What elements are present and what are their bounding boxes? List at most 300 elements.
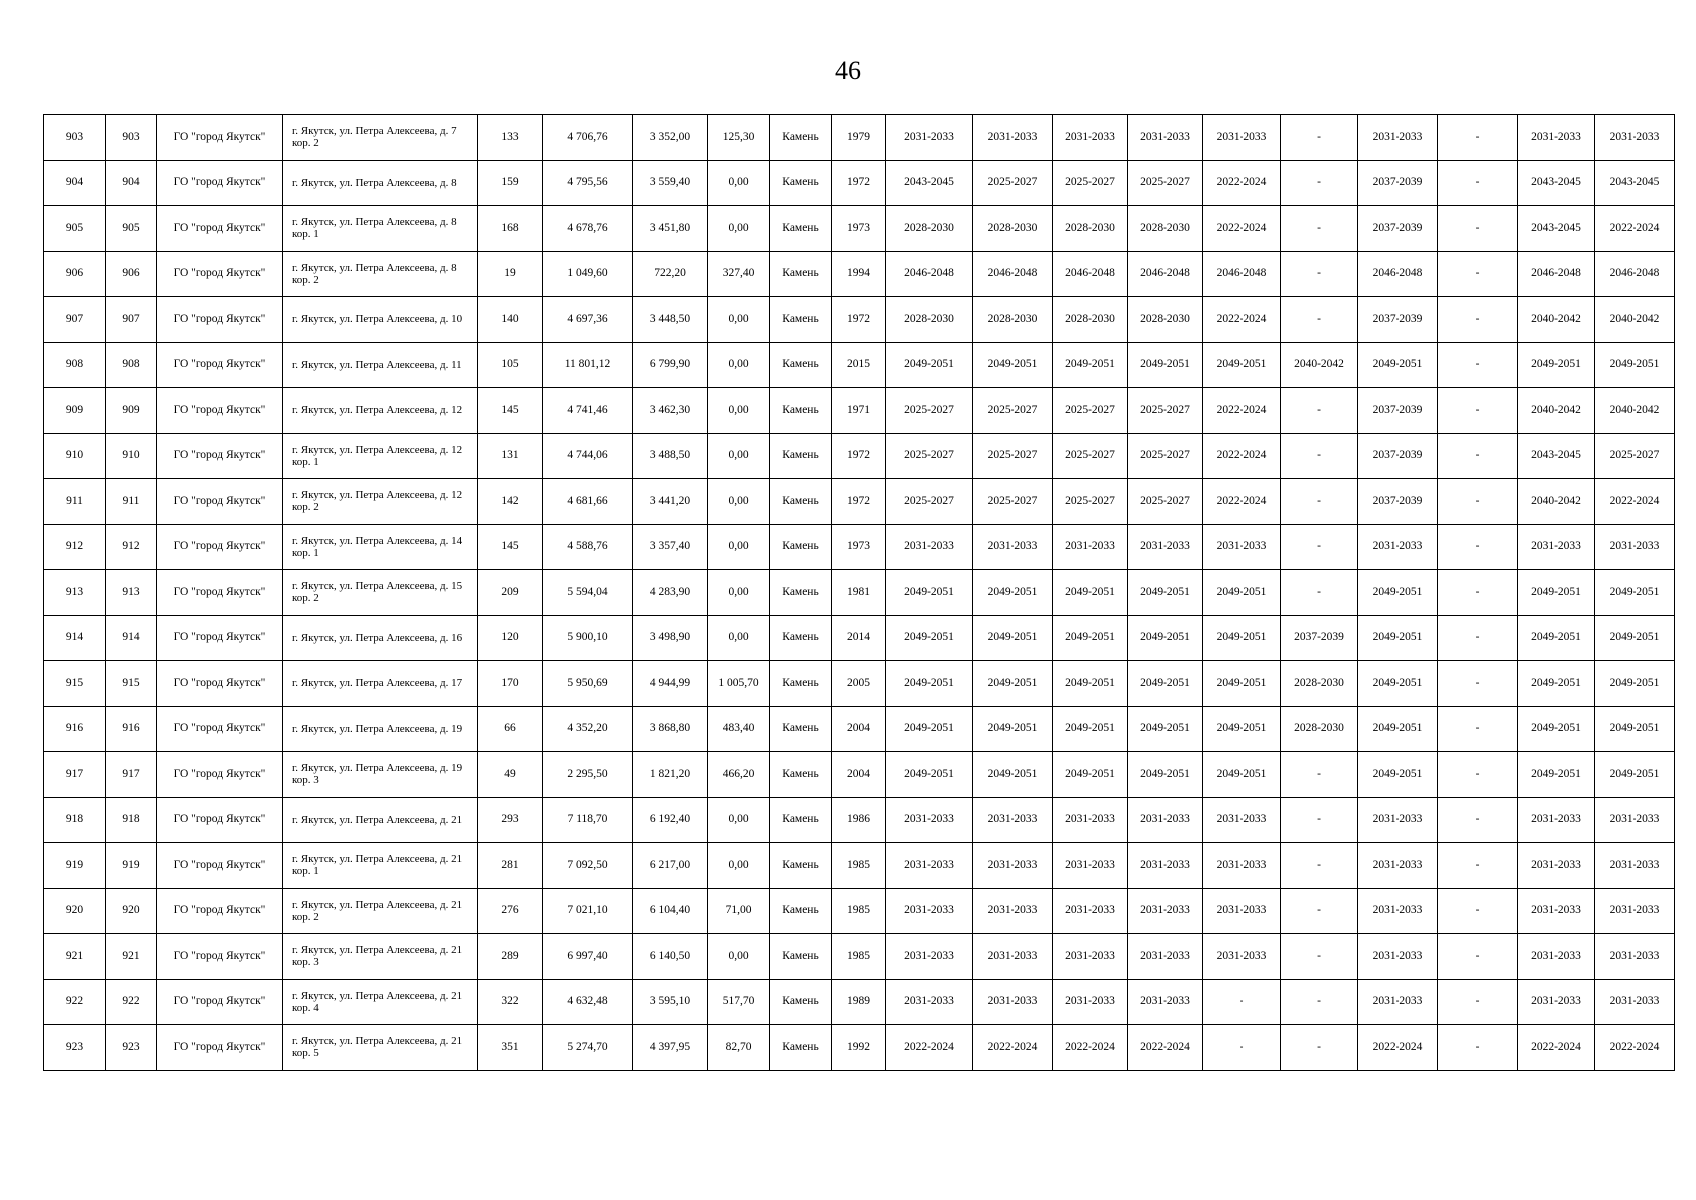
municipality-cell: ГО "город Якутск" [157, 752, 283, 798]
non-residential-area-cell: 0,00 [708, 797, 770, 843]
living-area-cell: 3 498,90 [633, 615, 708, 661]
period-water-supply-cell: 2049-2051 [1358, 342, 1438, 388]
table-row [44, 979, 1675, 1025]
row-number-cell: 918 [44, 797, 106, 843]
municipality-cell: ГО "город Якутск" [157, 297, 283, 343]
row-number-cell: 917 [44, 752, 106, 798]
wall-material-cell: Камень [770, 706, 832, 752]
year-built-cell: 2015 [832, 342, 886, 388]
wall-material-cell: Камень [770, 388, 832, 434]
wall-material-cell: Камень [770, 206, 832, 252]
municipality-cell: ГО "город Якутск" [157, 342, 283, 388]
period-elevator-cell: - [1281, 570, 1358, 616]
period-water-supply-cell: 2031-2033 [1358, 115, 1438, 161]
row-number-cell: 912 [44, 524, 106, 570]
period-gas-cell: - [1438, 433, 1518, 479]
period-elevator-cell: - [1281, 752, 1358, 798]
period-roof-cell: 2049-2051 [886, 570, 973, 616]
year-built-cell: 1986 [832, 797, 886, 843]
year-built-cell: 1992 [832, 1025, 886, 1071]
period-heating-cell: 2031-2033 [1128, 115, 1203, 161]
period-heating-cell: 2031-2033 [1128, 934, 1203, 980]
residents-count-cell: 170 [478, 661, 543, 707]
non-residential-area-cell: 0,00 [708, 160, 770, 206]
table-row [44, 934, 1675, 980]
period-elevator-cell: - [1281, 1025, 1358, 1071]
residents-count-cell: 133 [478, 115, 543, 161]
period-hot-water-cell: 2022-2024 [1595, 1025, 1675, 1071]
table-row [44, 1025, 1675, 1071]
period-gas-cell: - [1438, 843, 1518, 889]
address-cell: г. Якутск, ул. Петра Алексеева, д. 11 [283, 342, 478, 388]
period-roof-cell: 2031-2033 [886, 524, 973, 570]
wall-material-cell: Камень [770, 797, 832, 843]
period-elevator-cell: - [1281, 297, 1358, 343]
living-area-cell: 3 462,30 [633, 388, 708, 434]
period-hot-water-cell: 2049-2051 [1595, 661, 1675, 707]
municipality-cell: ГО "город Якутск" [157, 797, 283, 843]
period-water-supply-cell: 2031-2033 [1358, 797, 1438, 843]
period-hot-water-cell: 2031-2033 [1595, 888, 1675, 934]
period-foundation-cell: 2028-2030 [1053, 297, 1128, 343]
residents-count-cell: 168 [478, 206, 543, 252]
period-sewerage-cell: 2049-2051 [1518, 570, 1595, 616]
row-number-cell: 920 [44, 888, 106, 934]
living-area-cell: 722,20 [633, 251, 708, 297]
total-area-cell: 4 588,76 [543, 524, 633, 570]
period-gas-cell: - [1438, 570, 1518, 616]
period-roof-cell: 2049-2051 [886, 752, 973, 798]
wall-material-cell: Камень [770, 934, 832, 980]
year-built-cell: 1971 [832, 388, 886, 434]
period-sewerage-cell: 2043-2045 [1518, 160, 1595, 206]
wall-material-cell: Камень [770, 479, 832, 525]
address-cell: г. Якутск, ул. Петра Алексеева, д. 12 [283, 388, 478, 434]
period-roof-cell: 2049-2051 [886, 342, 973, 388]
residents-count-cell: 19 [478, 251, 543, 297]
wall-material-cell: Камень [770, 251, 832, 297]
period-roof-cell: 2049-2051 [886, 661, 973, 707]
residents-count-cell: 322 [478, 979, 543, 1025]
period-sewerage-cell: 2031-2033 [1518, 115, 1595, 161]
period-hot-water-cell: 2031-2033 [1595, 524, 1675, 570]
period-heating-cell: 2022-2024 [1128, 1025, 1203, 1071]
table-row [44, 115, 1675, 161]
period-foundation-cell: 2031-2033 [1053, 797, 1128, 843]
wall-material-cell: Камень [770, 843, 832, 889]
total-area-cell: 5 594,04 [543, 570, 633, 616]
wall-material-cell: Камень [770, 979, 832, 1025]
period-gas-cell: - [1438, 297, 1518, 343]
address-cell: г. Якутск, ул. Петра Алексеева, д. 21 кор. 5 [283, 1025, 478, 1071]
total-area-cell: 5 950,69 [543, 661, 633, 707]
period-electricity-cell: - [1203, 979, 1281, 1025]
address-cell: г. Якутск, ул. Петра Алексеева, д. 19 [283, 706, 478, 752]
period-gas-cell: - [1438, 706, 1518, 752]
registry-number-cell: 903 [106, 115, 157, 161]
living-area-cell: 4 397,95 [633, 1025, 708, 1071]
period-electricity-cell: 2022-2024 [1203, 160, 1281, 206]
table-row [44, 524, 1675, 570]
year-built-cell: 1989 [832, 979, 886, 1025]
total-area-cell: 4 744,06 [543, 433, 633, 479]
period-heating-cell: 2025-2027 [1128, 160, 1203, 206]
period-water-supply-cell: 2049-2051 [1358, 615, 1438, 661]
row-number-cell: 903 [44, 115, 106, 161]
period-elevator-cell: - [1281, 524, 1358, 570]
residents-count-cell: 140 [478, 297, 543, 343]
period-elevator-cell: - [1281, 251, 1358, 297]
period-sewerage-cell: 2049-2051 [1518, 661, 1595, 707]
period-elevator-cell: - [1281, 934, 1358, 980]
period-roof-cell: 2043-2045 [886, 160, 973, 206]
period-electricity-cell: 2049-2051 [1203, 615, 1281, 661]
period-facade-cell: 2031-2033 [973, 934, 1053, 980]
total-area-cell: 5 274,70 [543, 1025, 633, 1071]
period-roof-cell: 2049-2051 [886, 615, 973, 661]
table-row [44, 752, 1675, 798]
period-facade-cell: 2031-2033 [973, 524, 1053, 570]
municipality-cell: ГО "город Якутск" [157, 388, 283, 434]
period-sewerage-cell: 2046-2048 [1518, 251, 1595, 297]
period-sewerage-cell: 2040-2042 [1518, 479, 1595, 525]
period-heating-cell: 2025-2027 [1128, 388, 1203, 434]
period-gas-cell: - [1438, 661, 1518, 707]
row-number-cell: 913 [44, 570, 106, 616]
period-facade-cell: 2022-2024 [973, 1025, 1053, 1071]
period-foundation-cell: 2022-2024 [1053, 1025, 1128, 1071]
row-number-cell: 922 [44, 979, 106, 1025]
period-hot-water-cell: 2025-2027 [1595, 433, 1675, 479]
total-area-cell: 4 681,66 [543, 479, 633, 525]
residents-count-cell: 351 [478, 1025, 543, 1071]
row-number-cell: 906 [44, 251, 106, 297]
period-foundation-cell: 2049-2051 [1053, 570, 1128, 616]
total-area-cell: 4 678,76 [543, 206, 633, 252]
non-residential-area-cell: 0,00 [708, 570, 770, 616]
municipality-cell: ГО "город Якутск" [157, 160, 283, 206]
period-facade-cell: 2031-2033 [973, 797, 1053, 843]
period-gas-cell: - [1438, 206, 1518, 252]
period-hot-water-cell: 2046-2048 [1595, 251, 1675, 297]
registry-number-cell: 914 [106, 615, 157, 661]
period-sewerage-cell: 2040-2042 [1518, 297, 1595, 343]
registry-number-cell: 923 [106, 1025, 157, 1071]
municipality-cell: ГО "город Якутск" [157, 934, 283, 980]
period-gas-cell: - [1438, 797, 1518, 843]
period-facade-cell: 2031-2033 [973, 843, 1053, 889]
period-water-supply-cell: 2049-2051 [1358, 706, 1438, 752]
registry-number-cell: 921 [106, 934, 157, 980]
residents-count-cell: 145 [478, 524, 543, 570]
living-area-cell: 3 559,40 [633, 160, 708, 206]
period-roof-cell: 2031-2033 [886, 843, 973, 889]
period-roof-cell: 2025-2027 [886, 479, 973, 525]
page-number: 46 [835, 56, 861, 85]
period-sewerage-cell: 2022-2024 [1518, 1025, 1595, 1071]
address-cell: г. Якутск, ул. Петра Алексеева, д. 7 кор. 2 [283, 115, 478, 161]
period-foundation-cell: 2031-2033 [1053, 934, 1128, 980]
period-heating-cell: 2049-2051 [1128, 752, 1203, 798]
registry-number-cell: 905 [106, 206, 157, 252]
row-number-cell: 923 [44, 1025, 106, 1071]
period-sewerage-cell: 2031-2033 [1518, 888, 1595, 934]
wall-material-cell: Камень [770, 524, 832, 570]
registry-number-cell: 909 [106, 388, 157, 434]
residents-count-cell: 281 [478, 843, 543, 889]
period-hot-water-cell: 2049-2051 [1595, 615, 1675, 661]
period-foundation-cell: 2031-2033 [1053, 888, 1128, 934]
municipality-cell: ГО "город Якутск" [157, 661, 283, 707]
registry-number-cell: 915 [106, 661, 157, 707]
total-area-cell: 6 997,40 [543, 934, 633, 980]
period-facade-cell: 2046-2048 [973, 251, 1053, 297]
table-row [44, 433, 1675, 479]
period-roof-cell: 2031-2033 [886, 979, 973, 1025]
municipality-cell: ГО "город Якутск" [157, 206, 283, 252]
year-built-cell: 1979 [832, 115, 886, 161]
table-row [44, 479, 1675, 525]
living-area-cell: 1 821,20 [633, 752, 708, 798]
total-area-cell: 5 900,10 [543, 615, 633, 661]
non-residential-area-cell: 0,00 [708, 297, 770, 343]
total-area-cell: 4 352,20 [543, 706, 633, 752]
period-electricity-cell: 2031-2033 [1203, 843, 1281, 889]
total-area-cell: 1 049,60 [543, 251, 633, 297]
period-water-supply-cell: 2031-2033 [1358, 843, 1438, 889]
period-facade-cell: 2031-2033 [973, 888, 1053, 934]
non-residential-area-cell: 0,00 [708, 524, 770, 570]
period-foundation-cell: 2049-2051 [1053, 342, 1128, 388]
year-built-cell: 1981 [832, 570, 886, 616]
wall-material-cell: Камень [770, 888, 832, 934]
period-foundation-cell: 2025-2027 [1053, 388, 1128, 434]
municipality-cell: ГО "город Якутск" [157, 1025, 283, 1071]
period-sewerage-cell: 2040-2042 [1518, 388, 1595, 434]
period-electricity-cell: 2031-2033 [1203, 115, 1281, 161]
living-area-cell: 3 868,80 [633, 706, 708, 752]
period-heating-cell: 2031-2033 [1128, 797, 1203, 843]
period-foundation-cell: 2031-2033 [1053, 979, 1128, 1025]
period-electricity-cell: 2031-2033 [1203, 888, 1281, 934]
period-facade-cell: 2049-2051 [973, 752, 1053, 798]
period-heating-cell: 2049-2051 [1128, 661, 1203, 707]
period-foundation-cell: 2031-2033 [1053, 115, 1128, 161]
period-electricity-cell: 2049-2051 [1203, 706, 1281, 752]
period-roof-cell: 2025-2027 [886, 388, 973, 434]
non-residential-area-cell: 0,00 [708, 934, 770, 980]
period-roof-cell: 2022-2024 [886, 1025, 973, 1071]
row-number-cell: 908 [44, 342, 106, 388]
residents-count-cell: 49 [478, 752, 543, 798]
row-number-cell: 911 [44, 479, 106, 525]
total-area-cell: 11 801,12 [543, 342, 633, 388]
table-body [44, 115, 1675, 1071]
period-elevator-cell: 2028-2030 [1281, 661, 1358, 707]
total-area-cell: 2 295,50 [543, 752, 633, 798]
period-water-supply-cell: 2031-2033 [1358, 979, 1438, 1025]
period-electricity-cell: 2022-2024 [1203, 479, 1281, 525]
address-cell: г. Якутск, ул. Петра Алексеева, д. 10 [283, 297, 478, 343]
living-area-cell: 3 488,50 [633, 433, 708, 479]
residents-count-cell: 293 [478, 797, 543, 843]
registry-number-cell: 913 [106, 570, 157, 616]
period-elevator-cell: - [1281, 206, 1358, 252]
non-residential-area-cell: 0,00 [708, 615, 770, 661]
living-area-cell: 3 441,20 [633, 479, 708, 525]
period-electricity-cell: 2031-2033 [1203, 797, 1281, 843]
period-roof-cell: 2049-2051 [886, 706, 973, 752]
period-sewerage-cell: 2031-2033 [1518, 934, 1595, 980]
living-area-cell: 4 283,90 [633, 570, 708, 616]
address-cell: г. Якутск, ул. Петра Алексеева, д. 12 кор. 2 [283, 479, 478, 525]
period-gas-cell: - [1438, 979, 1518, 1025]
residents-count-cell: 120 [478, 615, 543, 661]
living-area-cell: 6 217,00 [633, 843, 708, 889]
total-area-cell: 4 706,76 [543, 115, 633, 161]
registry-number-cell: 918 [106, 797, 157, 843]
period-heating-cell: 2049-2051 [1128, 615, 1203, 661]
period-foundation-cell: 2049-2051 [1053, 752, 1128, 798]
total-area-cell: 4 795,56 [543, 160, 633, 206]
period-gas-cell: - [1438, 160, 1518, 206]
row-number-cell: 909 [44, 388, 106, 434]
non-residential-area-cell: 0,00 [708, 433, 770, 479]
period-facade-cell: 2049-2051 [973, 615, 1053, 661]
period-water-supply-cell: 2031-2033 [1358, 524, 1438, 570]
non-residential-area-cell: 327,40 [708, 251, 770, 297]
period-electricity-cell: 2022-2024 [1203, 388, 1281, 434]
residents-count-cell: 105 [478, 342, 543, 388]
address-cell: г. Якутск, ул. Петра Алексеева, д. 21 [283, 797, 478, 843]
wall-material-cell: Камень [770, 570, 832, 616]
period-elevator-cell: - [1281, 979, 1358, 1025]
living-area-cell: 6 192,40 [633, 797, 708, 843]
row-number-cell: 907 [44, 297, 106, 343]
period-gas-cell: - [1438, 1025, 1518, 1071]
wall-material-cell: Камень [770, 115, 832, 161]
period-sewerage-cell: 2043-2045 [1518, 433, 1595, 479]
living-area-cell: 3 595,10 [633, 979, 708, 1025]
period-water-supply-cell: 2037-2039 [1358, 160, 1438, 206]
period-hot-water-cell: 2031-2033 [1595, 934, 1675, 980]
non-residential-area-cell: 71,00 [708, 888, 770, 934]
municipality-cell: ГО "город Якутск" [157, 115, 283, 161]
address-cell: г. Якутск, ул. Петра Алексеева, д. 14 кор. 1 [283, 524, 478, 570]
period-facade-cell: 2028-2030 [973, 297, 1053, 343]
period-heating-cell: 2049-2051 [1128, 570, 1203, 616]
living-area-cell: 3 357,40 [633, 524, 708, 570]
living-area-cell: 4 944,99 [633, 661, 708, 707]
living-area-cell: 3 451,80 [633, 206, 708, 252]
non-residential-area-cell: 125,30 [708, 115, 770, 161]
period-roof-cell: 2028-2030 [886, 206, 973, 252]
wall-material-cell: Камень [770, 297, 832, 343]
address-cell: г. Якутск, ул. Петра Алексеева, д. 15 кор. 2 [283, 570, 478, 616]
period-sewerage-cell: 2031-2033 [1518, 979, 1595, 1025]
registry-number-cell: 904 [106, 160, 157, 206]
wall-material-cell: Камень [770, 615, 832, 661]
period-facade-cell: 2025-2027 [973, 479, 1053, 525]
period-roof-cell: 2028-2030 [886, 297, 973, 343]
registry-number-cell: 919 [106, 843, 157, 889]
address-cell: г. Якутск, ул. Петра Алексеева, д. 19 кор. 3 [283, 752, 478, 798]
registry-number-cell: 916 [106, 706, 157, 752]
period-hot-water-cell: 2031-2033 [1595, 115, 1675, 161]
registry-number-cell: 917 [106, 752, 157, 798]
period-facade-cell: 2025-2027 [973, 388, 1053, 434]
period-heating-cell: 2049-2051 [1128, 342, 1203, 388]
period-gas-cell: - [1438, 115, 1518, 161]
table-row [44, 297, 1675, 343]
period-foundation-cell: 2049-2051 [1053, 706, 1128, 752]
table-row [44, 160, 1675, 206]
period-elevator-cell: 2037-2039 [1281, 615, 1358, 661]
table-row [44, 342, 1675, 388]
row-number-cell: 905 [44, 206, 106, 252]
non-residential-area-cell: 0,00 [708, 342, 770, 388]
period-foundation-cell: 2049-2051 [1053, 615, 1128, 661]
period-foundation-cell: 2046-2048 [1053, 251, 1128, 297]
period-electricity-cell: 2049-2051 [1203, 570, 1281, 616]
period-gas-cell: - [1438, 934, 1518, 980]
address-cell: г. Якутск, ул. Петра Алексеева, д. 21 кор. 4 [283, 979, 478, 1025]
table-row [44, 388, 1675, 434]
municipality-cell: ГО "город Якутск" [157, 524, 283, 570]
table-row [44, 706, 1675, 752]
address-cell: г. Якутск, ул. Петра Алексеева, д. 21 кор. 1 [283, 843, 478, 889]
total-area-cell: 7 118,70 [543, 797, 633, 843]
period-heating-cell: 2028-2030 [1128, 297, 1203, 343]
total-area-cell: 7 021,10 [543, 888, 633, 934]
period-hot-water-cell: 2049-2051 [1595, 570, 1675, 616]
period-facade-cell: 2025-2027 [973, 433, 1053, 479]
address-cell: г. Якутск, ул. Петра Алексеева, д. 21 кор. 2 [283, 888, 478, 934]
residents-count-cell: 145 [478, 388, 543, 434]
period-facade-cell: 2049-2051 [973, 342, 1053, 388]
period-hot-water-cell: 2049-2051 [1595, 752, 1675, 798]
period-hot-water-cell: 2043-2045 [1595, 160, 1675, 206]
period-hot-water-cell: 2049-2051 [1595, 342, 1675, 388]
residents-count-cell: 209 [478, 570, 543, 616]
period-electricity-cell: 2022-2024 [1203, 297, 1281, 343]
non-residential-area-cell: 466,20 [708, 752, 770, 798]
living-area-cell: 3 352,00 [633, 115, 708, 161]
period-water-supply-cell: 2049-2051 [1358, 570, 1438, 616]
non-residential-area-cell: 1 005,70 [708, 661, 770, 707]
total-area-cell: 4 697,36 [543, 297, 633, 343]
total-area-cell: 4 741,46 [543, 388, 633, 434]
period-heating-cell: 2031-2033 [1128, 888, 1203, 934]
total-area-cell: 7 092,50 [543, 843, 633, 889]
period-roof-cell: 2031-2033 [886, 115, 973, 161]
period-foundation-cell: 2049-2051 [1053, 661, 1128, 707]
year-built-cell: 1972 [832, 479, 886, 525]
non-residential-area-cell: 82,70 [708, 1025, 770, 1071]
year-built-cell: 1972 [832, 297, 886, 343]
period-elevator-cell: 2040-2042 [1281, 342, 1358, 388]
period-elevator-cell: - [1281, 115, 1358, 161]
period-sewerage-cell: 2031-2033 [1518, 843, 1595, 889]
table-row [44, 888, 1675, 934]
year-built-cell: 1972 [832, 160, 886, 206]
municipality-cell: ГО "город Якутск" [157, 570, 283, 616]
period-foundation-cell: 2031-2033 [1053, 524, 1128, 570]
period-electricity-cell: 2031-2033 [1203, 524, 1281, 570]
period-heating-cell: 2031-2033 [1128, 979, 1203, 1025]
period-gas-cell: - [1438, 888, 1518, 934]
year-built-cell: 2005 [832, 661, 886, 707]
